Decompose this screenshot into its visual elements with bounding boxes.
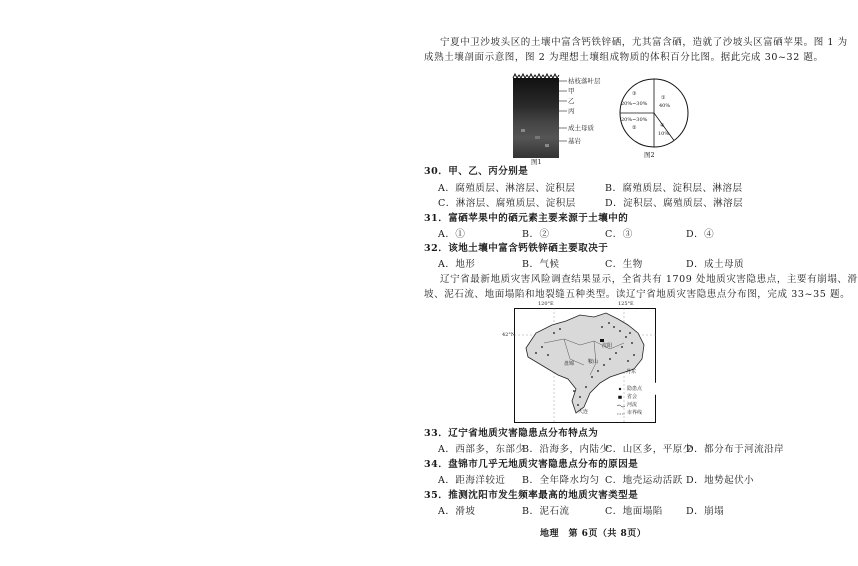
q32-stem: 32．该地土壤中富含钙铁锌硒主要取决于 — [424, 243, 609, 254]
q35-option-b[interactable]: B．泥石流 — [522, 506, 570, 517]
pie-label-top: 20%~30% — [621, 101, 648, 107]
map-city-anshan: 鞍山 — [588, 359, 599, 365]
q31-option-b[interactable]: B．② — [522, 229, 550, 240]
q33-option-c[interactable]: C．山区多，平原少 — [605, 444, 693, 455]
label-bing: 丙 — [568, 107, 575, 115]
q33-option-a[interactable]: A．西部多，东部少 — [438, 444, 526, 455]
soil-profile-figure — [513, 74, 613, 164]
legend-hazard-point: 隐患点 — [627, 386, 643, 392]
q35-option-a[interactable]: A．滑坡 — [438, 506, 476, 517]
q34-option-b[interactable]: B．全年降水均匀 — [522, 475, 600, 486]
q30-option-b[interactable]: B．腐殖质层、淀积层、淋溶层 — [605, 183, 743, 194]
q34-stem: 34．盘锦市几乎无地质灾害隐患点分布的原因是 — [424, 459, 639, 470]
q33-option-d[interactable]: D．都分布于河流沿岸 — [686, 444, 785, 455]
q30-option-c[interactable]: C．淋溶层、腐殖质层、淀积层 — [438, 198, 576, 209]
q35-option-d[interactable]: D．崩塌 — [686, 506, 725, 517]
pie-label-10: 10% — [658, 131, 670, 137]
soil-composition-figure — [614, 75, 694, 161]
pie-label-bottom: 20%~30% — [621, 117, 648, 123]
map-city-dalian: 大连 — [578, 409, 589, 415]
q32-option-a[interactable]: A．地形 — [438, 259, 476, 270]
q30-option-a[interactable]: A．腐殖质层、淋溶层、淀积层 — [438, 183, 576, 194]
q31-option-c[interactable]: C．③ — [605, 229, 633, 240]
q30-option-d[interactable]: D．淀积层、腐殖质层、淋溶层 — [605, 198, 744, 209]
fig2-caption: 图2 — [644, 151, 655, 159]
q31-option-a[interactable]: A．① — [438, 229, 466, 240]
liaoning-hazard-map — [502, 301, 656, 423]
q35-option-c[interactable]: C．地面塌陷 — [605, 506, 663, 517]
q34-option-c[interactable]: C．地壳运动活跃 — [605, 475, 683, 486]
q31-option-d[interactable]: D．④ — [686, 229, 715, 240]
q31-stem: 31．富硒苹果中的硒元素主要来源于土壤中的 — [424, 213, 629, 224]
pie-label-circ2: ② — [632, 125, 637, 131]
q32-option-c[interactable]: C．生物 — [605, 259, 643, 270]
map-lat-42: 42°N — [502, 332, 516, 338]
soil-profile-diagram — [513, 74, 613, 164]
q34-option-a[interactable]: A．距海洋较近 — [438, 475, 506, 486]
q32-option-b[interactable]: B．气候 — [522, 259, 560, 270]
legend-city-boundary: 市界线 — [627, 410, 643, 416]
map-lon-120: 120°E — [538, 301, 554, 307]
pie-label-circ3: ③ — [632, 91, 637, 97]
legend-river: 河流 — [627, 402, 638, 408]
fig1-caption: 图1 — [531, 158, 542, 166]
q35-stem: 35．推测沈阳市发生频率最高的地质灾害类型是 — [424, 490, 639, 501]
q33-option-b[interactable]: B．沿海多，内陆少 — [522, 444, 610, 455]
intro1-line2: 成熟土壤剖面示意图，图 2 为理想土壤组成物质的体积百分比图。据此完成 30~32 题。 — [424, 52, 824, 63]
map-city-shenyang: 沈阳 — [602, 343, 613, 349]
intro2-line1: 辽宁省最新地质灾害风险调查结果显示，全省共有 1709 处地质灾害隐患点，主要有崩塌、滑 — [440, 274, 858, 285]
q30-stem: 30．甲、乙、丙分别是 — [424, 166, 529, 177]
pie-label-circ1: ① — [661, 95, 666, 101]
label-yi: 乙 — [568, 97, 575, 105]
q34-option-d[interactable]: D．地势起伏小 — [686, 475, 755, 486]
label-bedrock: 基岩 — [568, 137, 581, 145]
legend-capital: 省会 — [627, 394, 638, 400]
map-city-dandong: 丹东 — [626, 369, 637, 375]
label-parent-material: 成土母质 — [568, 124, 594, 132]
q33-stem: 33．辽宁省地质灾害隐患点分布特点为 — [424, 428, 599, 439]
label-jia: 甲 — [568, 87, 575, 95]
soil-composition-pie — [614, 75, 694, 151]
map-lon-125: 125°E — [618, 301, 634, 307]
intro2-line2: 坡、泥石流、地面塌陷和地裂缝五种类型。读辽宁省地质灾害隐患点分布图，完成 33~35 题。 — [424, 289, 851, 300]
pie-label-40: 40% — [659, 103, 671, 109]
map-city-panjin: 盘锦 — [564, 361, 575, 367]
label-litter-layer: 枯枝落叶层 — [568, 77, 601, 85]
intro1-line1: 宁夏中卫沙坡头区的土壤中富含钙铁锌硒，尤其富含硒，造就了沙坡头区富硒苹果。图 1 为 — [440, 37, 848, 48]
q32-option-d[interactable]: D．成土母质 — [686, 259, 745, 270]
page-footer: 地理 第 6页（共 8页） — [540, 529, 647, 539]
pie-label-circ4: ④ — [660, 123, 665, 129]
